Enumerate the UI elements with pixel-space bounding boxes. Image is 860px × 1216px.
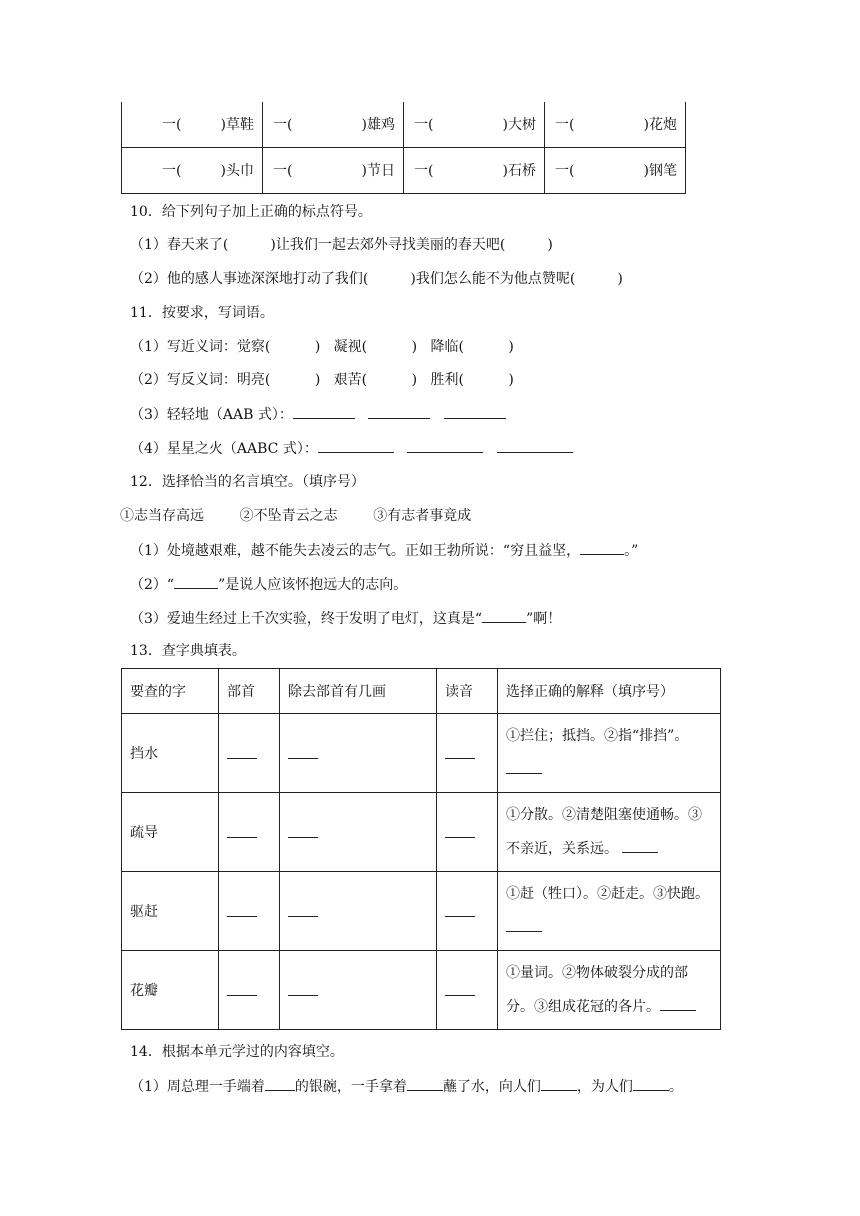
word-cell: 花瓣 (122, 951, 219, 1030)
explanation-cell (498, 872, 721, 951)
text: 。 (668, 1079, 683, 1095)
text: 蘸了水，向人们 (442, 1079, 541, 1095)
pinyin-cell (437, 872, 498, 951)
question-11-line-2: （2）写反义词：明亮( ) 艰苦( ) 胜利( ) (130, 372, 514, 388)
answer-blank[interactable] (407, 438, 483, 453)
radical-cell (219, 951, 280, 1030)
table-cell (404, 102, 545, 148)
text: ，为人们 (576, 1079, 633, 1095)
answer-blank[interactable] (445, 902, 475, 917)
word-cell: 挡水 (122, 714, 219, 793)
quantifier-table (121, 102, 686, 194)
strokes-cell (280, 951, 437, 1030)
answer-blank[interactable] (288, 902, 318, 917)
cell-noun: )雄鸡 (361, 117, 395, 133)
answer-blank[interactable] (445, 981, 475, 996)
explanation-cell (498, 714, 721, 793)
answer-blank[interactable] (288, 744, 318, 759)
question-11-line-3 (130, 404, 506, 425)
question-12-title: 12．选择恰当的名言填空。（填序号） (130, 474, 365, 490)
answer-blank[interactable] (318, 438, 394, 453)
answer-blank[interactable] (622, 838, 658, 853)
column-header: 除去部首有几画 (280, 669, 437, 714)
text: 的银碗，一手拿着 (294, 1079, 407, 1095)
answer-blank[interactable] (227, 981, 257, 996)
word-cell: 疏导 (122, 793, 219, 872)
table-cell (122, 148, 263, 194)
answer-blank[interactable] (368, 404, 430, 419)
table-cell (404, 148, 545, 194)
answer-blank[interactable] (227, 902, 257, 917)
explanation-cell (498, 951, 721, 1030)
question-10-line-2 (130, 269, 623, 289)
cell-noun: )钢笔 (643, 163, 677, 179)
column-header: 要查的字 (122, 669, 219, 714)
radical-cell (219, 872, 280, 951)
question-11-line-4 (130, 438, 573, 459)
table-row (122, 951, 721, 1030)
answer-blank[interactable] (541, 1076, 577, 1091)
answer-blank[interactable] (580, 540, 624, 555)
text: ①赶（牲口）。②赶走。③快跑。 (506, 886, 709, 902)
answer-blank[interactable] (445, 744, 475, 759)
table-row (122, 714, 721, 793)
dictionary-table (121, 668, 721, 1030)
text: )让我们一起去郊外寻找美丽的春天吧( (270, 237, 506, 253)
table-cell (263, 102, 404, 148)
answer-blank[interactable] (174, 574, 218, 589)
question-10-title: 10．给下列句子加上正确的标点符号。 (130, 204, 372, 220)
text: ①量词。②物体破裂分成的部分。③组成花冠的各片。 (506, 965, 688, 1015)
answer-blank[interactable] (407, 1076, 443, 1091)
text: ) (547, 237, 553, 253)
text: )我们怎么能不为他点赞呢( (410, 271, 576, 287)
answer-blank[interactable] (227, 823, 257, 838)
pinyin-cell (437, 793, 498, 872)
cell-noun: )石桥 (502, 163, 536, 179)
question-12-line-2 (130, 574, 407, 595)
text: （1）处境越艰难，越不能失去凌云的志气。正如王勃所说：“穷且益坚， (130, 543, 581, 559)
column-header: 部首 (219, 669, 280, 714)
answer-blank[interactable] (293, 404, 355, 419)
question-14-title: 14．根据本单元学过的内容填空。 (130, 1044, 344, 1060)
text: ”啊！ (526, 611, 562, 627)
answer-blank[interactable] (265, 1076, 295, 1091)
cell-noun: )节日 (361, 163, 395, 179)
question-13-title: 13．查字典填表。 (130, 643, 246, 659)
strokes-cell (280, 872, 437, 951)
question-11-title: 11．按要求，写词语。 (130, 305, 274, 321)
answer-blank[interactable] (482, 608, 526, 623)
question-12-line-1 (130, 540, 638, 561)
radical-cell (219, 793, 280, 872)
text: 。” (624, 543, 639, 559)
explanation-cell (498, 793, 721, 872)
question-11-line-1: （1）写近义词：觉察( ) 凝视( ) 降临( ) (130, 339, 514, 355)
text: ”是说人应该怀抱远大的志向。 (218, 577, 408, 593)
cell-prefix: 一( (162, 163, 182, 179)
text: （1）春天来了( (130, 237, 229, 253)
text: （3）爱迪生经过上千次实验，终于发明了电灯，这真是“ (130, 611, 483, 627)
text: ①拦住；抵挡。②指“排挡”。 (506, 728, 689, 744)
word-cell: 驱赶 (122, 872, 219, 951)
answer-blank[interactable] (633, 1076, 669, 1091)
text: ) (617, 271, 623, 287)
text: ①分散。②清楚阻塞使通畅。③不亲近，关系远。 (506, 807, 702, 857)
pinyin-cell (437, 714, 498, 793)
table-cell (122, 102, 263, 148)
table-row (122, 148, 686, 194)
question-12-line-3 (130, 608, 561, 629)
cell-prefix: 一( (273, 163, 293, 179)
text: （3）轻轻地（AAB 式）： (130, 407, 293, 423)
pinyin-cell (437, 951, 498, 1030)
answer-blank[interactable] (506, 759, 542, 774)
cell-prefix: 一( (414, 163, 434, 179)
column-header: 选择正确的解释（填序号） (498, 669, 721, 714)
cell-prefix: 一( (162, 117, 182, 133)
cell-noun: )草鞋 (220, 117, 254, 133)
table-row (122, 793, 721, 872)
text: （1）周总理一手端着 (130, 1079, 265, 1095)
answer-blank[interactable] (227, 744, 257, 759)
cell-prefix: 一( (414, 117, 434, 133)
cell-prefix: 一( (555, 163, 575, 179)
table-row (122, 872, 721, 951)
table-cell (545, 148, 686, 194)
answer-blank[interactable] (444, 404, 506, 419)
cell-noun: )花炮 (643, 117, 677, 133)
cell-noun: )大树 (502, 117, 536, 133)
answer-blank[interactable] (497, 438, 573, 453)
cell-prefix: 一( (273, 117, 293, 133)
answer-blank[interactable] (506, 917, 542, 932)
cell-prefix: 一( (555, 117, 575, 133)
question-14-line-1 (130, 1076, 683, 1097)
table-row (122, 102, 686, 148)
table-cell (263, 148, 404, 194)
table-header-row (122, 669, 721, 714)
text: （2）他的感人事迹深深地打动了我们( (130, 271, 369, 287)
radical-cell (219, 714, 280, 793)
cell-noun: )头巾 (220, 163, 254, 179)
answer-blank[interactable] (660, 996, 696, 1011)
question-12-options: ①志当存高远 ②不坠青云之志 ③有志者事竟成 (120, 508, 472, 524)
question-10-line-1 (130, 235, 553, 255)
table-cell (545, 102, 686, 148)
answer-blank[interactable] (445, 823, 475, 838)
strokes-cell (280, 793, 437, 872)
answer-blank[interactable] (288, 981, 318, 996)
column-header: 读音 (437, 669, 498, 714)
text: （2）“ (130, 577, 175, 593)
strokes-cell (280, 714, 437, 793)
answer-blank[interactable] (288, 823, 318, 838)
text: （4）星星之火（AABC 式）： (130, 441, 318, 457)
